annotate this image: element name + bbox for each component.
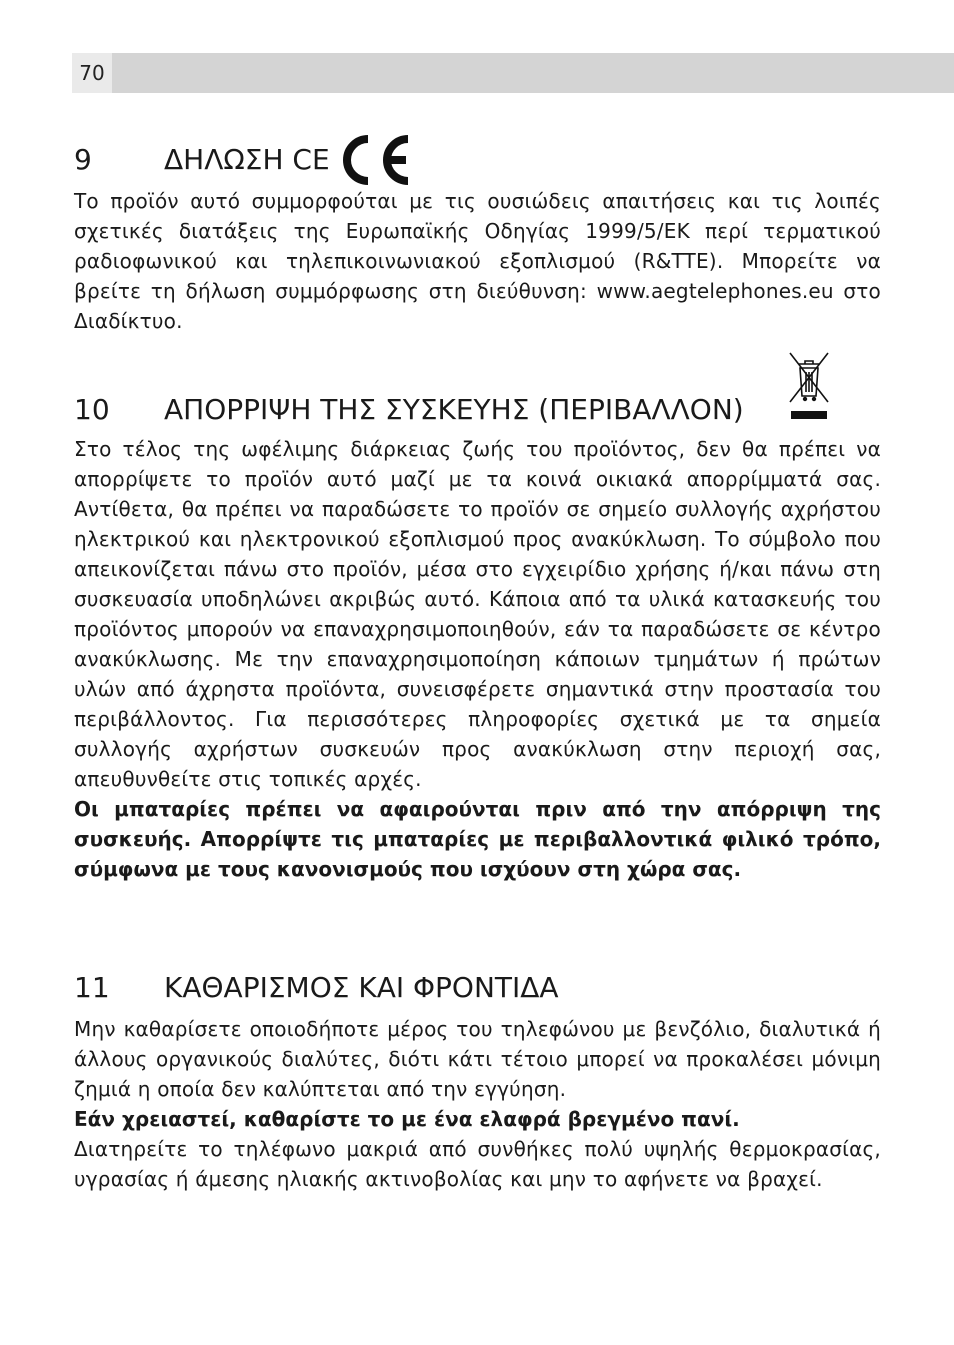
section-body: Μην καθαρίσετε οποιοδήποτε μέρος του τηλεφώνου με βενζόλιο, διαλυτικά ή άλλους οργανικούς διαλύτες, διότι κάτι τέτοιο μπορεί να προκαλέσει μόνιμη ζημιά η οποία δεν καλύπτεται από την εγγύηση. xyxy=(74,1017,881,1101)
ce-mark-icon xyxy=(334,133,416,187)
section-body: Το προϊόν αυτό συμμορφούται με τις ουσιώδεις απαιτήσεις και τις λοιπές σχετικές διατάξεις της Ευρωπαϊκής Οδηγίας 1999/5/ΕΚ περί τερματικού ραδιοφωνικού και τηλεπικοινωνιακού εξοπλισμού (R&TTE). Μπορείτε να βρείτε τη δήλωση συμμόρφωσης στη διεύθυνση: www.aegtelephones.eu στο Διαδίκτυο. xyxy=(74,189,881,333)
section-number: 9 xyxy=(74,143,92,176)
section-body: Στο τέλος της ωφέλιμης διάρκειας ζωής του προϊόντος, δεν θα πρέπει να απορρίψετε το προϊόν αυτό μαζί με τα κοινά οικιακά απορρίμματά σας. Αντίθετα, θα πρέπει να παραδώσετε το προϊόν σε σημείο συλλογής αχρήστου ηλεκτρικού και ηλεκτρονικού εξοπλισμού προς ανακύκλωση. Το σύμβολο που απεικονίζεται πάνω στο προϊόν, μέσα στο εγχειρίδιο χρήσης ή/και πάνω στη συσκευασία υποδηλώνει ακριβώς αυτό. Κάποια από τα υλικά κατασκευής του προϊόντος μπορούν να επαναχρησιμοποιηθούν, εάν τα παραδώσετε σε κέντρο ανακύκλωσης. Με την επαναχρησιμοποίηση κάποιων τμημάτων ή πρώτων υλών από άχρηστα προϊόντα, συνεισφέρετε σημαντικά στην προστασία του περιβάλλοντος. Για περισσότερες πληροφορίες σχετικά με τα σημεία συλλογής αχρήστων συσκευών προς ανακύκλωση στην περιοχή σας, απευθυνθείτε στις τοπικές αρχές. xyxy=(74,437,881,791)
section-number: 11 xyxy=(74,971,110,1004)
section-heading xyxy=(74,390,881,430)
section-ce-declaration xyxy=(74,140,881,336)
section-title: ΔΗΛΩΣΗ CE xyxy=(164,143,330,176)
cleaning-instruction: Εάν χρειαστεί, καθαρίστε το με ένα ελαφρά βρεγμένο πανί. xyxy=(74,1107,740,1131)
section-cleaning xyxy=(74,968,881,1194)
page-header-bar xyxy=(72,53,954,93)
section-title: ΑΠΟΡΡΙΨΗ ΤΗΣ ΣΥΣΚΕΥΗΣ (ΠΕΡΙΒΑΛΛΟΝ) xyxy=(164,393,744,426)
battery-warning: Οι μπαταρίες πρέπει να αφαιρούνται πριν από την απόρριψη της συσκευής. Απορρίψτε τις μπαταρίες με περιβαλλοντικά φιλικό τρόπο, σύμφωνα με τους κανονισμούς που ισχύουν στη χώρα σας. xyxy=(74,797,881,881)
page-number: 70 xyxy=(72,53,112,93)
section-heading xyxy=(74,140,881,180)
section-disposal xyxy=(74,390,881,884)
section-body-continued: Διατηρείτε το τηλέφωνο μακριά από συνθήκες πολύ υψηλής θερμοκρασίας, υγρασίας ή άμεσης ηλιακής ακτινοβολίας και μην το αφήνετε να βραχεί. xyxy=(74,1137,881,1191)
section-heading xyxy=(74,968,881,1008)
section-title: ΚΑΘΑΡΙΣΜΟΣ ΚΑΙ ΦΡΟΝΤΙΔΑ xyxy=(164,971,559,1004)
section-number: 10 xyxy=(74,393,110,426)
